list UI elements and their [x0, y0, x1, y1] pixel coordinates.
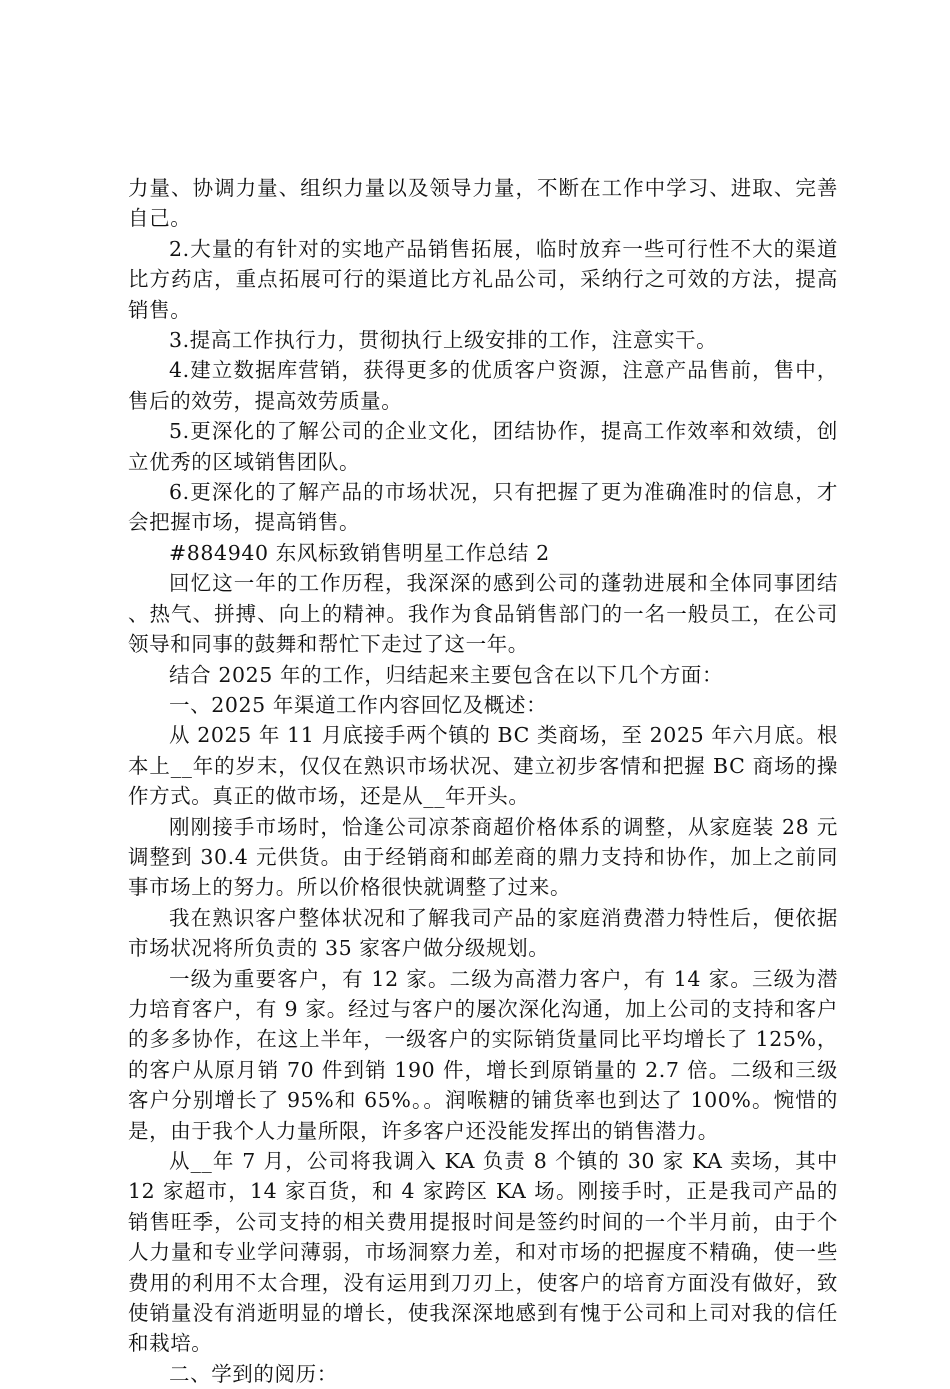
paragraph-8: 回忆这一年的工作历程，我深深的感到公司的蓬勃进展和全体同事团结、热气、拼搏、向上的精神。我作为食品销售部门的一名一般员工，在公司领导和同事的鼓舞和帮忙下走过了这一年。 — [128, 571, 838, 657]
paragraph-12: 刚刚接手市场时，恰逢公司凉茶商超价格体系的调整，从家庭装 28 元调整到 30.4 元供货。由于经销商和邮差商的鼎力支持和协作，加上之前同事市场上的努力。所以价格很快就调整了过来。 — [128, 814, 838, 900]
paragraph-11: 从 2025 年 11 月底接手两个镇的 BC 类商场，至 2025 年六月底。根本上__年的岁末，仅仅在熟识市场状况、建立初步客情和把握 BC 商场的操作方式。真正的做市场，还是从__年开头。 — [128, 723, 838, 809]
paragraph-3: 3.提高工作执行力，贯彻执行上级安排的工作，注意实干。 — [169, 328, 718, 353]
document-body — [128, 173, 838, 1389]
paragraph-9: 结合 2025 年的工作，归结起来主要包含在以下几个方面： — [169, 662, 724, 687]
paragraph-13: 我在熟识客户整体状况和了解我司产品的家庭消费潜力特性后，便依据市场状况将所负责的 35 家客户做分级规划。 — [128, 905, 838, 961]
paragraph-14: 一级为重要客户，有 12 家。二级为高潜力客户，有 14 家。三级为潜力培育客户，有 9 家。经过与客户的屡次深化沟通，加上公司的支持和客户的多多协作，在这上半年，一级客户的实际销货量同比平均增长了 125%，的客户从原月销 70 件到销 190 件，增长到原销量的 2.7 倍。二级和三级客户分别增长了 95%和 65%。。润喉糖的铺货率也到达了 100%。惋惜的是，由于我个人力量所限，许多客户还没能发挥出的销售潜力。 — [128, 966, 838, 1143]
paragraph-6: 6.更深化的了解产品的市场状况，只有把握了更为准确准时的信息，才会把握市场，提高销售。 — [128, 480, 838, 535]
paragraph-5: 5.更深化的了解公司的企业文化，团结协作，提高工作效率和效绩，创立优秀的区域销售团队。 — [128, 419, 838, 474]
heading-part-one: 一、2025 年渠道工作内容回忆及概述： — [169, 692, 548, 717]
paragraph-2: 2.大量的有针对的实地产品销售拓展，临时放弃一些可行性不大的渠道比方药店，重点拓展可行的渠道比方礼品公司，采纳行之可效的方法，提高销售。 — [128, 236, 838, 322]
paragraph-4: 4.建立数据库营销，获得更多的优质客户资源，注意产品售前，售中，售后的效劳，提高效劳质量。 — [128, 358, 838, 413]
paragraph-1: 力量、协调力量、组织力量以及领导力量，不断在工作中学习、进取、完善自己。 — [128, 176, 838, 231]
section-title: #884940 东风标致销售明星工作总结 2 — [169, 540, 550, 565]
heading-part-two: 二、学到的阅历： — [169, 1361, 338, 1386]
paragraph-15: 从__年 7 月，公司将我调入 KA 负责 8 个镇的 30 家 KA 卖场，其中 12 家超市，14 家百货，和 4 家跨区 KA 场。刚接手时，正是我司产品的销售旺季，公司支持的相关费用提报时间是签约时间的一个半月前，由于个人力量和专业学问薄弱，市场洞察力差，和对市场的把握度不精确，使一些费用的利用不太合理，没有运用到刀刃上，使客户的培育方面没有做好，致使销量没有消逝明显的增长，使我深深地感到有愧于公司和上司对我的信任和栽培。 — [128, 1149, 838, 1356]
